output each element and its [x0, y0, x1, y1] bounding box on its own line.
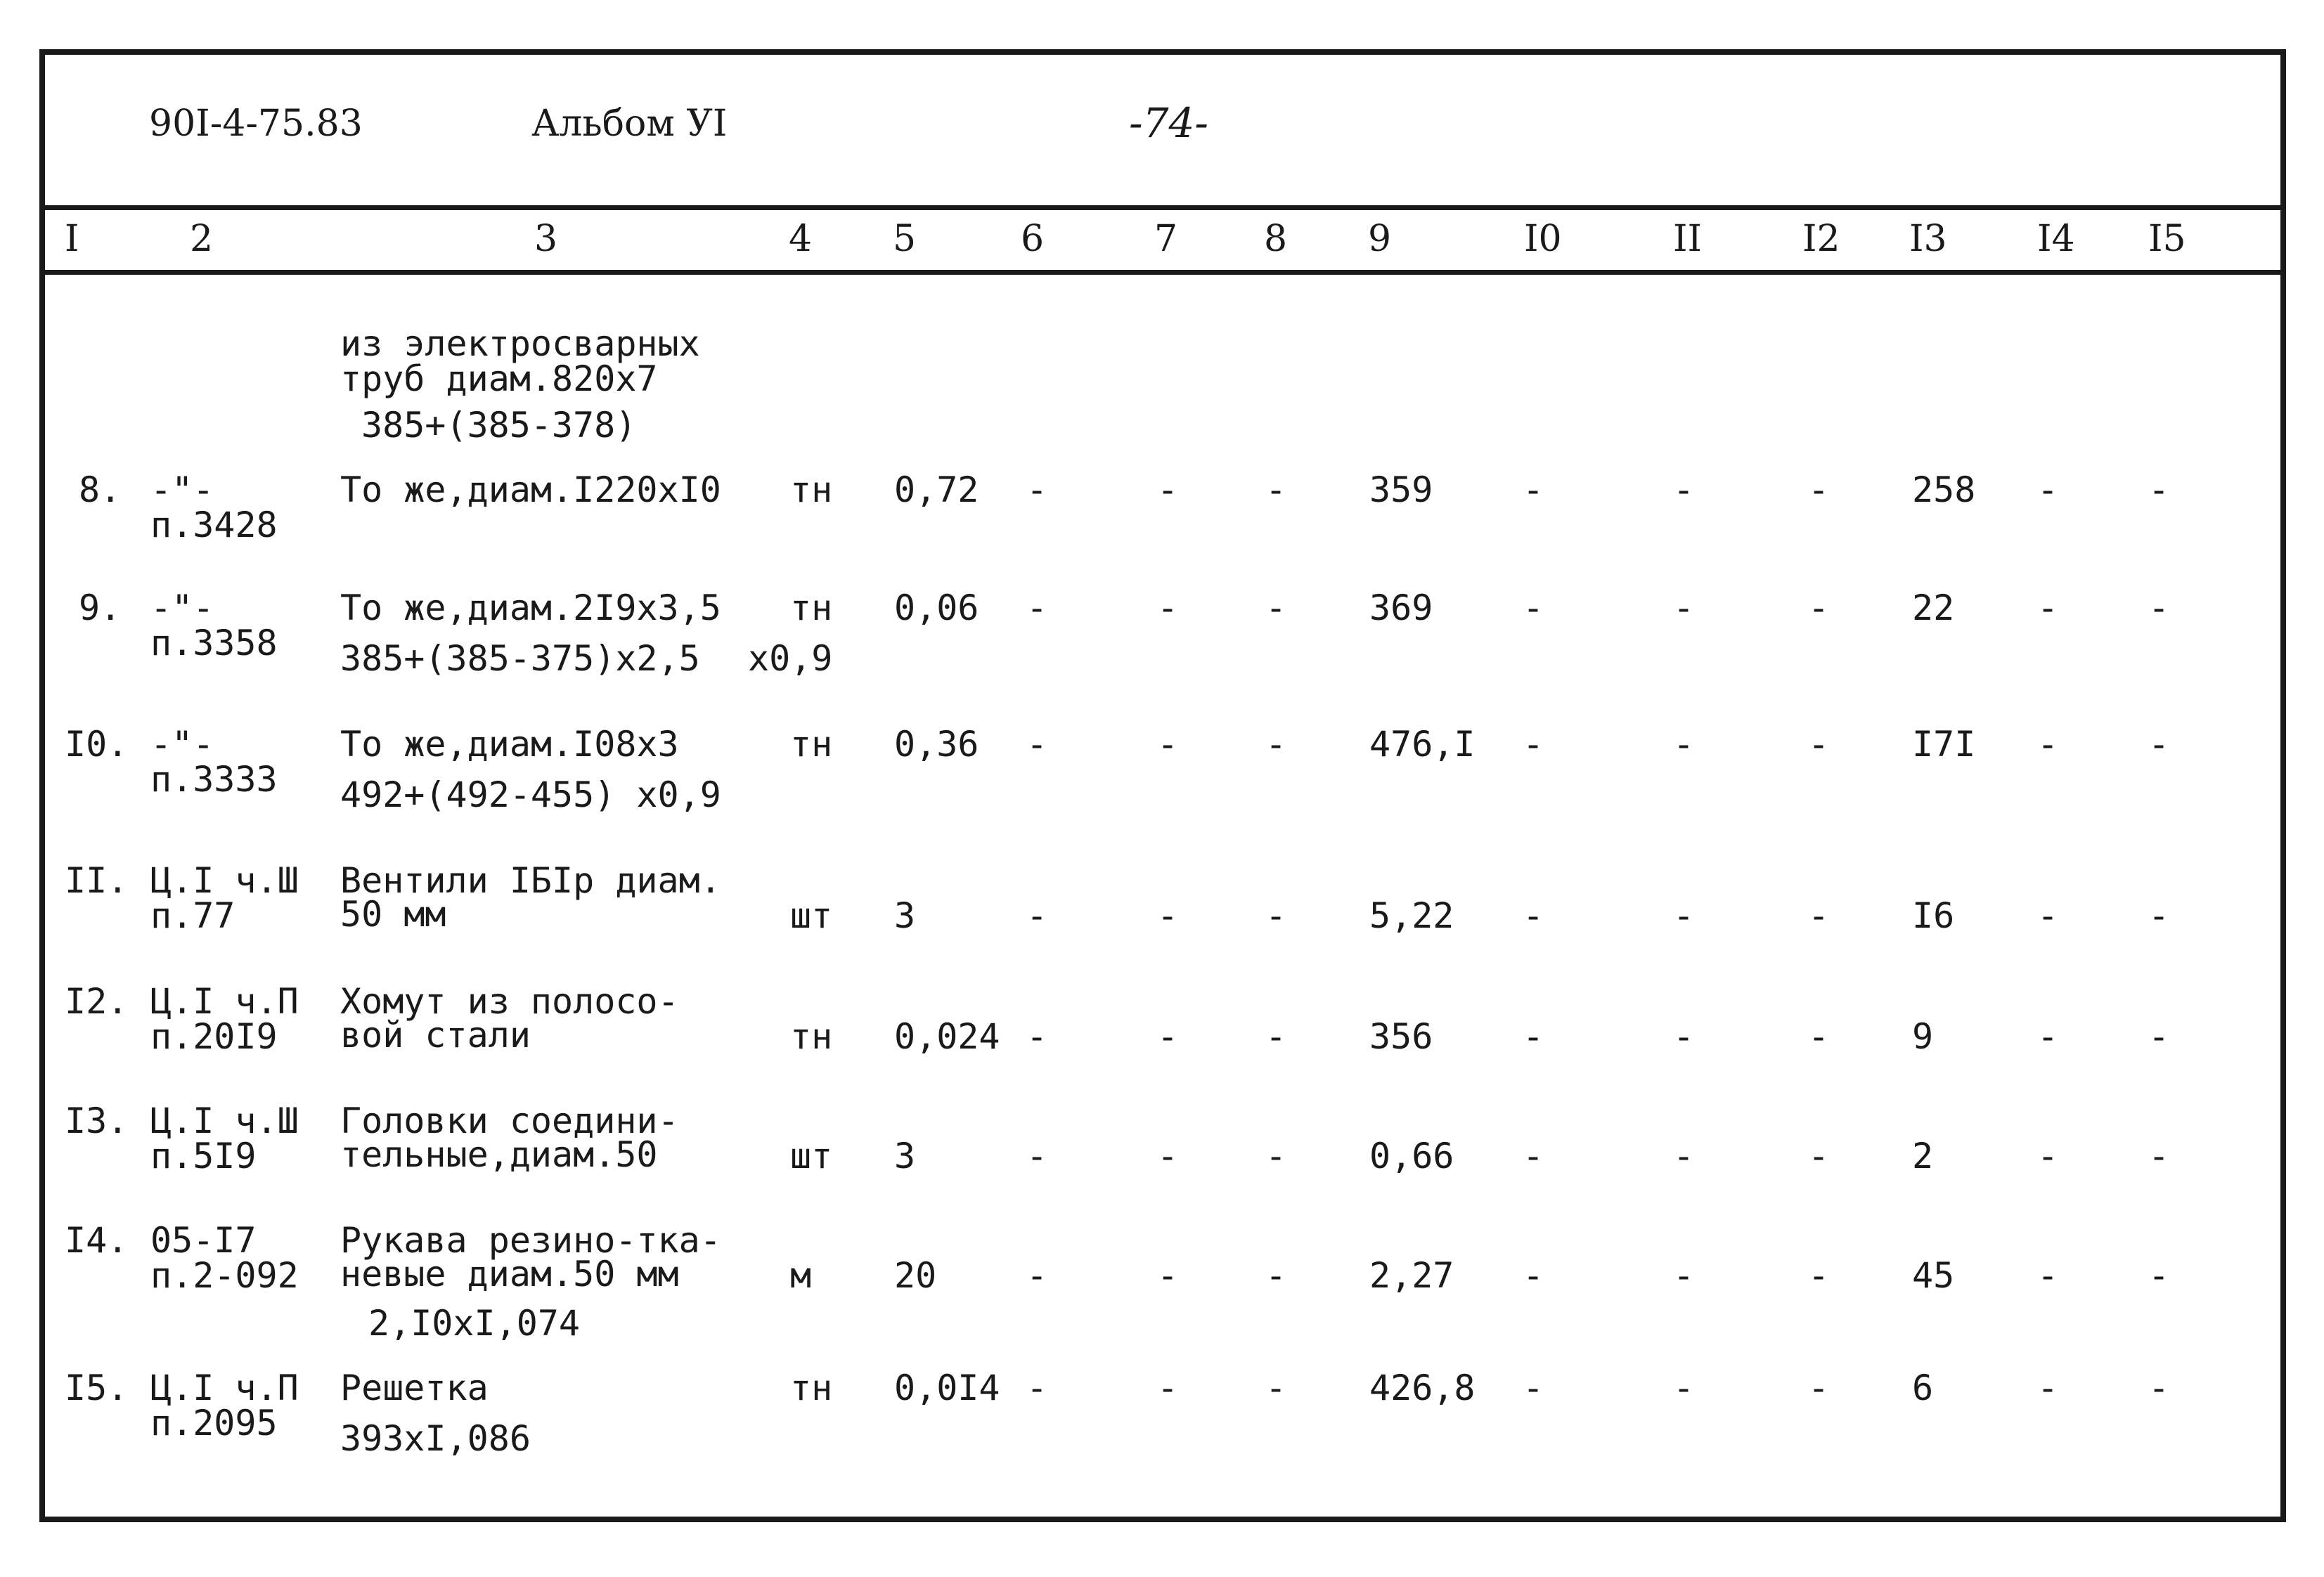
- row-col-10: -: [1523, 724, 1544, 765]
- row-description-line-2: вой стали: [340, 1015, 531, 1056]
- row-description: Хомут из полосо-: [340, 981, 679, 1022]
- row-col-15: -: [2148, 1136, 2170, 1176]
- row-description: Вентили IБIр диам.: [340, 860, 721, 901]
- row-col-15: -: [2148, 724, 2170, 765]
- row-col-10: -: [1523, 1136, 1544, 1176]
- row-col-6: -: [1026, 1136, 1048, 1176]
- row-number: I0.: [65, 724, 129, 765]
- row-col-11: -: [1673, 1136, 1695, 1176]
- row-col-12: -: [1808, 895, 1830, 936]
- row-description: Решетка: [340, 1368, 489, 1408]
- row-col-12: -: [1808, 469, 1830, 510]
- row-unit: тн: [790, 1016, 833, 1057]
- intro-line-2: труб диам.820х7: [340, 358, 658, 399]
- page-number: -74-: [1129, 99, 1208, 147]
- row-reference: Ц.I ч.П: [150, 1368, 299, 1408]
- row-col-5: 0,72: [894, 469, 979, 510]
- row-unit: тн: [790, 724, 833, 765]
- row-col-13: 2: [1912, 1136, 1934, 1176]
- row-col-6: -: [1026, 1368, 1048, 1408]
- row-unit: тн: [790, 469, 833, 510]
- row-col-12: -: [1808, 1136, 1830, 1176]
- row-reference-item: п.2095: [150, 1403, 278, 1443]
- column-number: 6: [1021, 218, 1045, 260]
- column-number: 3: [534, 218, 558, 260]
- row-reference: -"-: [150, 469, 214, 510]
- row-col-8: -: [1265, 588, 1287, 628]
- row-col-7: -: [1157, 469, 1179, 510]
- row-col-8: -: [1265, 1368, 1287, 1408]
- row-number: 8.: [79, 469, 122, 510]
- row-number: 9.: [79, 588, 122, 628]
- row-col-13: 9: [1912, 1016, 1934, 1057]
- row-col-15: -: [2148, 469, 2170, 510]
- column-number: I5: [2148, 218, 2186, 260]
- row-unit: м: [790, 1255, 812, 1296]
- row-col-6: -: [1026, 1016, 1048, 1057]
- row-unit: тн: [790, 1368, 833, 1408]
- row-col-8: -: [1265, 1016, 1287, 1057]
- row-col-5: 0,024: [894, 1016, 1000, 1057]
- row-col-14: -: [2037, 895, 2059, 936]
- row-description: То же,диам.I220хI0: [340, 469, 721, 510]
- row-col-7: -: [1157, 1368, 1179, 1408]
- column-number: 7: [1154, 218, 1178, 260]
- row-col-11: -: [1673, 895, 1695, 936]
- row-col-11: -: [1673, 469, 1695, 510]
- row-reference-item: п.3358: [150, 623, 278, 663]
- row-col-13: 6: [1912, 1368, 1934, 1408]
- row-col-15: -: [2148, 1255, 2170, 1296]
- row-col-6: -: [1026, 1255, 1048, 1296]
- row-col-8: -: [1265, 895, 1287, 936]
- row-unit: шт: [790, 895, 833, 936]
- row-col-5: 20: [894, 1255, 937, 1296]
- row-reference-item: п.2-092: [150, 1255, 299, 1296]
- row-col-10: -: [1523, 588, 1544, 628]
- row-col-11: -: [1673, 1016, 1695, 1057]
- row-col-7: -: [1157, 1255, 1179, 1296]
- row-col-11: -: [1673, 724, 1695, 765]
- document-code: 90I-4-75.83: [149, 103, 363, 145]
- row-col-8: -: [1265, 724, 1287, 765]
- row-col-11: -: [1673, 1255, 1695, 1296]
- row-formula: 393хI,086: [340, 1418, 531, 1459]
- row-col-12: -: [1808, 588, 1830, 628]
- row-number: II.: [65, 860, 129, 901]
- column-number: I: [65, 218, 79, 260]
- header-rule-bottom: [45, 270, 2280, 275]
- row-col-9: 5,22: [1369, 895, 1454, 936]
- row-col-9: 0,66: [1369, 1136, 1454, 1176]
- column-number: 4: [789, 218, 813, 260]
- row-col-15: -: [2148, 1368, 2170, 1408]
- row-col-5: 3: [894, 895, 916, 936]
- row-col-7: -: [1157, 1016, 1179, 1057]
- row-col-10: -: [1523, 1368, 1544, 1408]
- row-col-8: -: [1265, 1136, 1287, 1176]
- row-col-12: -: [1808, 1016, 1830, 1057]
- row-reference: Ц.I ч.Ш: [150, 1101, 299, 1141]
- row-formula: 492+(492-455) х0,9: [340, 774, 721, 815]
- row-col-5: 3: [894, 1136, 916, 1176]
- row-col-14: -: [2037, 724, 2059, 765]
- row-col-14: -: [2037, 1136, 2059, 1176]
- row-col-14: -: [2037, 469, 2059, 510]
- row-reference-item: п.3428: [150, 505, 278, 545]
- row-number: I2.: [65, 981, 129, 1022]
- row-description: Головки соедини-: [340, 1101, 679, 1141]
- row-col-5: 0,0I4: [894, 1368, 1000, 1408]
- row-col-5: 0,36: [894, 724, 979, 765]
- row-col-14: -: [2037, 1016, 2059, 1057]
- row-col-10: -: [1523, 895, 1544, 936]
- row-reference-item: п.77: [150, 895, 235, 936]
- row-reference: -"-: [150, 724, 214, 765]
- column-number: 8: [1264, 218, 1288, 260]
- row-col-7: -: [1157, 895, 1179, 936]
- row-col-13: I6: [1912, 895, 1955, 936]
- row-description: Рукава резино-тка-: [340, 1220, 721, 1261]
- row-col-7: -: [1157, 1136, 1179, 1176]
- row-reference-item: п.5I9: [150, 1136, 257, 1176]
- column-number: II: [1673, 218, 1703, 260]
- row-col-7: -: [1157, 724, 1179, 765]
- row-col-9: 359: [1369, 469, 1433, 510]
- row-number: I3.: [65, 1101, 129, 1141]
- row-col-9: 2,27: [1369, 1255, 1454, 1296]
- row-col-13: 22: [1912, 588, 1955, 628]
- row-col-10: -: [1523, 1255, 1544, 1296]
- row-col-15: -: [2148, 1016, 2170, 1057]
- row-col-7: -: [1157, 588, 1179, 628]
- row-col-11: -: [1673, 1368, 1695, 1408]
- row-col-6: -: [1026, 724, 1048, 765]
- row-col-13: 258: [1912, 469, 1976, 510]
- row-col-6: -: [1026, 588, 1048, 628]
- row-col-6: -: [1026, 895, 1048, 936]
- album-label: Альбом УI: [531, 103, 728, 145]
- row-number: I5.: [65, 1368, 129, 1408]
- row-col-15: -: [2148, 895, 2170, 936]
- row-col-13: 45: [1912, 1255, 1955, 1296]
- row-description: То же,диам.I08х3: [340, 724, 679, 765]
- column-number: I3: [1909, 218, 1947, 260]
- row-description-line-2: невые диам.50 мм: [340, 1254, 679, 1294]
- row-col-15: -: [2148, 588, 2170, 628]
- row-col-13: I7I: [1912, 724, 1976, 765]
- row-col-12: -: [1808, 1368, 1830, 1408]
- row-reference-item: п.3333: [150, 759, 278, 800]
- row-description-line-2: 50 мм: [340, 894, 446, 935]
- row-reference: Ц.I ч.П: [150, 981, 299, 1022]
- header-rule-top: [45, 205, 2280, 210]
- column-number: I4: [2037, 218, 2075, 260]
- row-col-9: 369: [1369, 588, 1433, 628]
- row-formula: 2,I0хI,074: [368, 1303, 581, 1344]
- intro-line-1: из электросварных: [340, 323, 700, 364]
- row-col-6: -: [1026, 469, 1048, 510]
- row-col-5: 0,06: [894, 588, 979, 628]
- row-unit: тн: [790, 588, 833, 628]
- row-col-14: -: [2037, 588, 2059, 628]
- row-description: То же,диам.2I9х3,5: [340, 588, 721, 628]
- row-description-line-2: тельные,диам.50: [340, 1134, 658, 1175]
- row-col-8: -: [1265, 469, 1287, 510]
- row-reference: -"-: [150, 588, 214, 628]
- row-col-9: 356: [1369, 1016, 1433, 1057]
- column-number: 5: [893, 218, 917, 260]
- row-unit-multiplier: х0,9: [748, 638, 833, 679]
- row-col-10: -: [1523, 469, 1544, 510]
- row-col-9: 426,8: [1369, 1368, 1476, 1408]
- intro-formula: 385+(385-378): [361, 405, 637, 446]
- row-col-12: -: [1808, 724, 1830, 765]
- row-formula: 385+(385-375)х2,5: [340, 638, 700, 679]
- row-col-8: -: [1265, 1255, 1287, 1296]
- row-reference-item: п.20I9: [150, 1016, 278, 1057]
- row-col-14: -: [2037, 1255, 2059, 1296]
- row-col-9: 476,I: [1369, 724, 1476, 765]
- row-reference: Ц.I ч.Ш: [150, 860, 299, 901]
- column-number: I0: [1524, 218, 1562, 260]
- row-reference: 05-I7: [150, 1220, 257, 1261]
- row-number: I4.: [65, 1220, 129, 1261]
- row-col-14: -: [2037, 1368, 2059, 1408]
- column-number: 2: [190, 218, 214, 260]
- row-col-12: -: [1808, 1255, 1830, 1296]
- column-number: 9: [1368, 218, 1392, 260]
- column-number: I2: [1802, 218, 1840, 260]
- row-col-10: -: [1523, 1016, 1544, 1057]
- row-col-11: -: [1673, 588, 1695, 628]
- row-unit: шт: [790, 1136, 833, 1176]
